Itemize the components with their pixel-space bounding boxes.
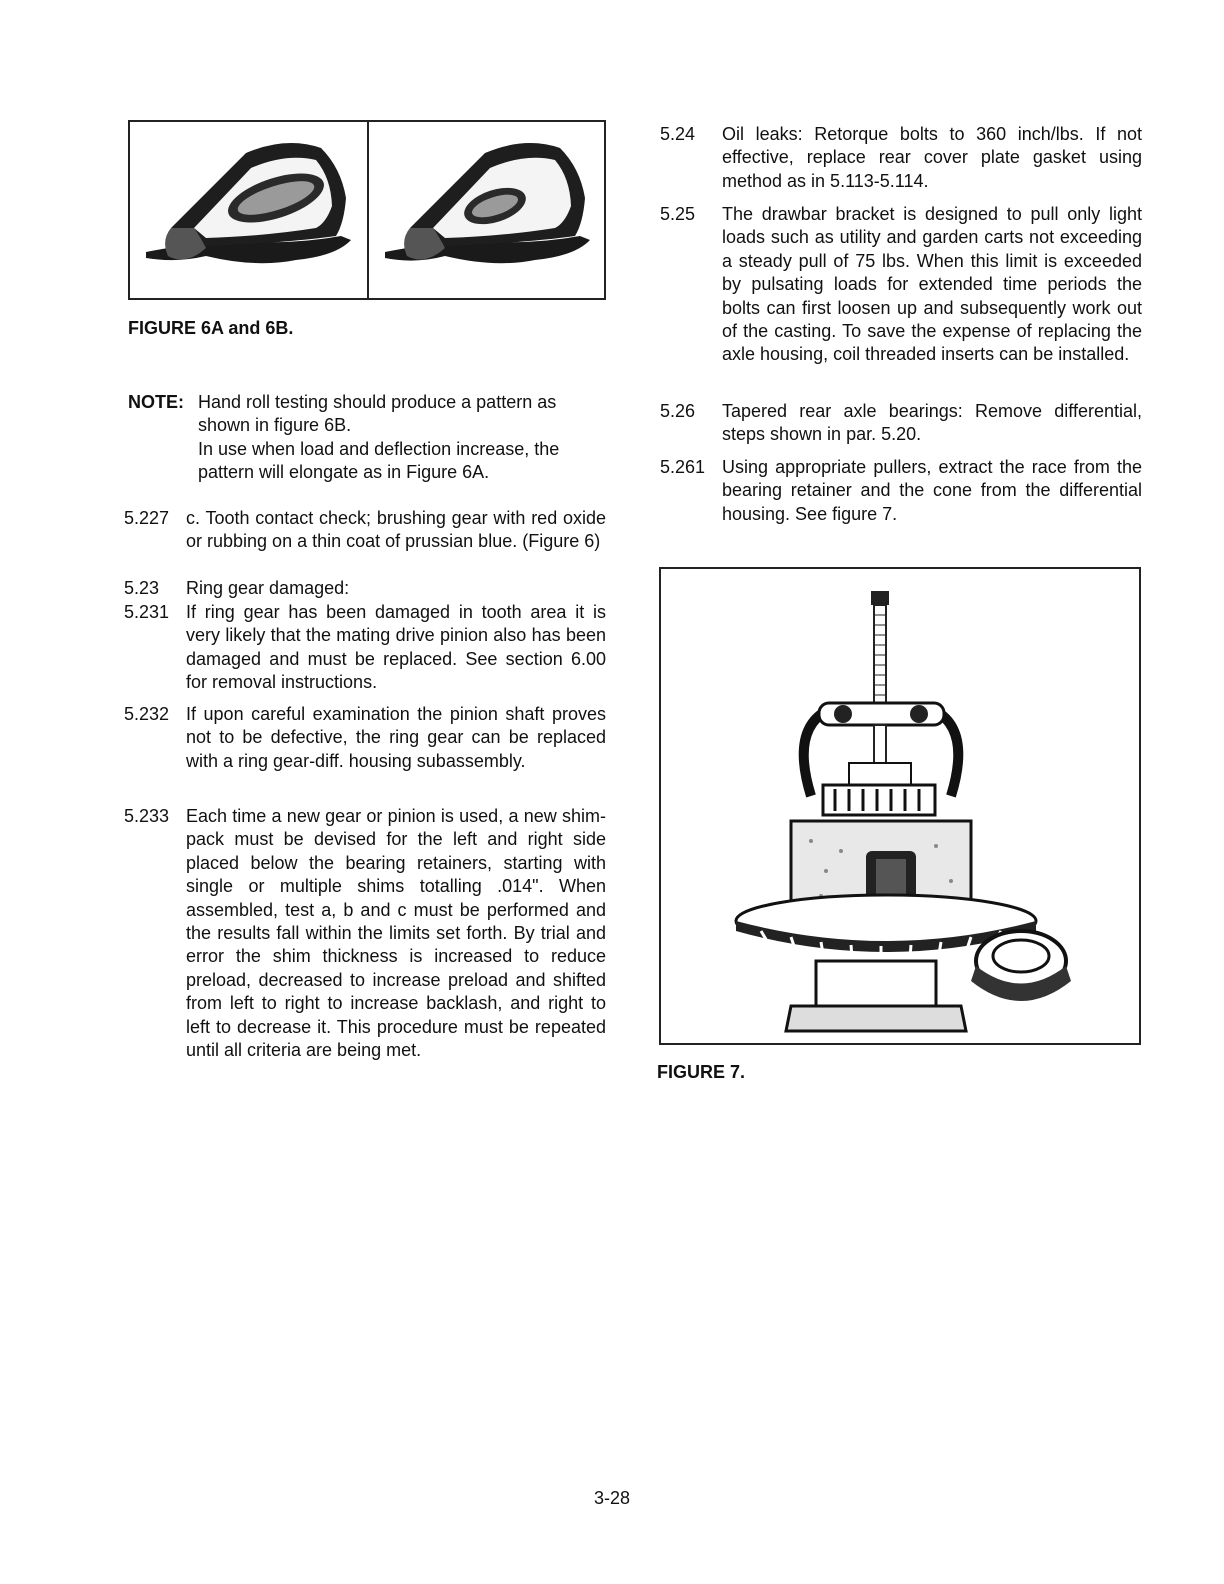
section-text: If ring gear has been damaged in tooth area it is very likely that the mating drive pinion also has been damaged and must be replaced. See section 6.00 for removal instructions.	[186, 602, 606, 693]
figure-7-caption: FIGURE 7.	[657, 1062, 746, 1082]
figure-7-frame	[659, 567, 1141, 1045]
figure-6-frame	[128, 120, 606, 300]
section-text: Using appropriate pullers, extract the race from the bearing retainer and the cone from the differential housing. See figure 7.	[722, 457, 1142, 524]
bearing-puller-on-differential-icon	[731, 581, 1081, 1036]
section-number: 5.233	[124, 806, 170, 826]
page-number: 3-28	[593, 1488, 631, 1508]
section-text-content: c. Tooth contact check; brushing gear with red oxide or rubbing on a thin coat of prussian blue. (Figure 6)	[186, 508, 606, 552]
note-line-2: shown in figure 6B.	[198, 415, 352, 435]
section-text: Ring gear damaged:	[186, 578, 350, 598]
note-line-3: In use when load and deflection increase, the	[198, 439, 560, 459]
figure-6-divider	[367, 122, 369, 298]
section-text: The drawbar bracket is designed to pull only light loads such as utility and garden carts not exceeding a steady pull of 75 lbs. When this limit is exceeded by pulsating loads for extended time periods the bolts can first loosen up and subsequently work out of the casting. To save the expense of replacing the axle housing, coil threaded inserts can be installed.	[722, 204, 1142, 365]
section-number: 5.26	[660, 401, 696, 421]
section-text: Tapered rear axle bearings: Remove differential, steps shown in par. 5.20.	[722, 401, 1142, 445]
section-number: 5.231	[124, 602, 170, 622]
section-text	[186, 507, 606, 554]
section-number: 5.227	[124, 508, 170, 528]
section-text: If upon careful examination the pinion shaft proves not to be defective, the ring gear can be replaced with a ring gear-diff. housing subassembly.	[186, 704, 606, 771]
section-number: 5.23	[124, 578, 160, 598]
section-text: Each time a new gear or pinion is used, a new shim-pack must be devised for the left and right side placed below the bearing retainers, starting with single or multiple shims totalling .014". When assembled, test a, b and c must be performed and the results fall within the limits set forth. By trial and error the shim thickness is increased to reduce preload, decreased to increase preload and shifted from left to right to increase backlash, and right to left to decrease it. This procedure must be repeated until all criteria are being met.	[186, 806, 606, 1061]
section-number: 5.24	[660, 124, 696, 144]
figure-6-caption: FIGURE 6A and 6B.	[128, 318, 294, 338]
note-line-4: pattern will elongate as in Figure 6A.	[198, 462, 490, 482]
gear-tooth-pattern-6a-icon	[136, 128, 361, 293]
section-text: Oil leaks: Retorque bolts to 360 inch/lbs. If not effective, replace rear cover plate gasket using method as in 5.113-5.114.	[722, 124, 1142, 191]
gear-tooth-pattern-6b-icon	[375, 128, 600, 293]
section-number: 5.25	[660, 204, 696, 224]
note-label: NOTE:	[128, 392, 184, 412]
section-number: 5.232	[124, 704, 170, 724]
note-line-1: Hand roll testing should produce a pattern as	[198, 392, 557, 412]
section-number: 5.261	[660, 457, 706, 477]
